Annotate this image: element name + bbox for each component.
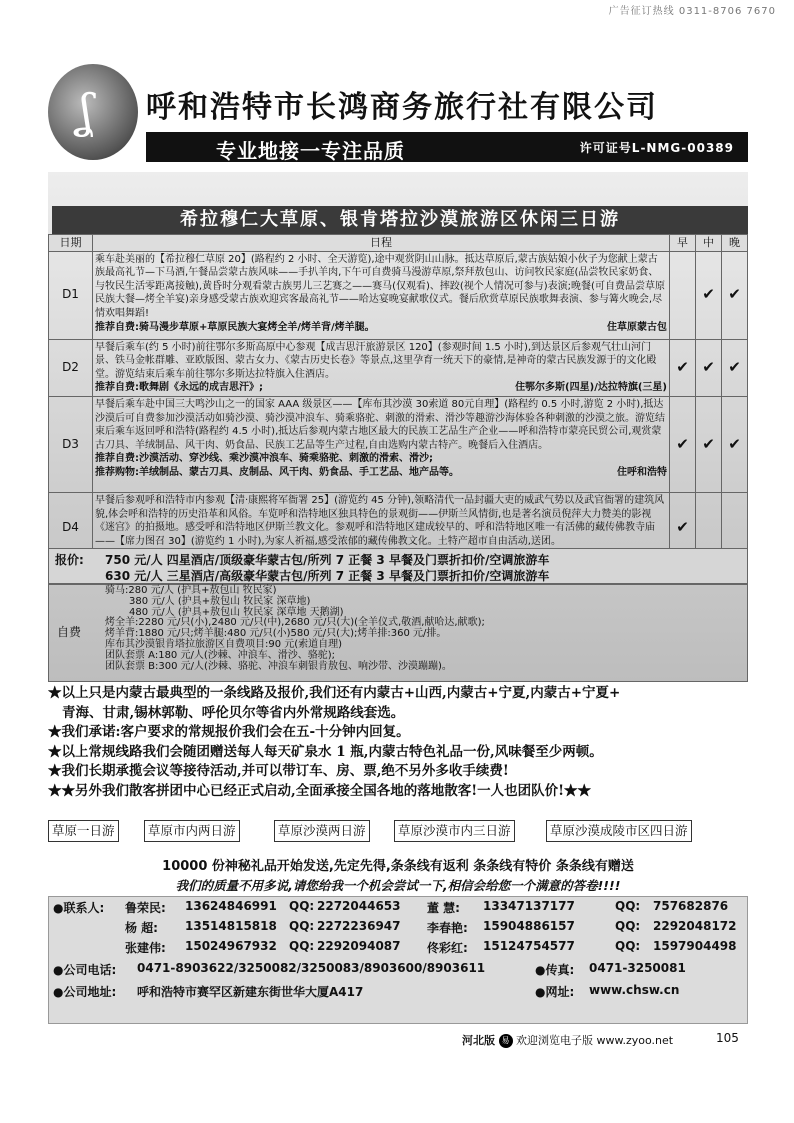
self-pay-list (105, 586, 485, 672)
list-item: 烤羊背:1880 元/只;烤羊腿:480 元/只(小)580 元/只(大);烤羊排:360 元/排。 (105, 628, 447, 640)
day-cell: D4 (49, 492, 93, 562)
phone-row: ●公司电话: 0471-8903622/3250082/3250083/8903600/8903611 ●传真: 0471-3250081 (53, 961, 686, 977)
route-list (48, 820, 748, 842)
checkmark-icon: ✔ (670, 396, 696, 492)
note-line: ★★另外我们散客拼团中心已经正式启动,全面承接全国各地的落地散客!一人也团队价!★★ (48, 782, 592, 799)
company-logo (48, 64, 138, 160)
shopping-text: 推荐购物:羊绒制品、蒙古刀具、皮制品、风干肉、奶食品、手工艺品、地产品等。 住呼和浩特 (95, 466, 667, 478)
recommend-text: 推荐自费:沙漠活动、穿沙线、乘沙漠冲浪车、骑乘骆驼、刺激的滑索、滑沙; (95, 453, 433, 465)
price-line-2: 630 元/人 三星酒店/高级豪华蒙古包/所列 7 正餐 3 早餐及门票折扣价/空调旅游车 (105, 569, 550, 583)
schedule-text: 乘车赴美丽的【希拉穆仁草原 20】(路程约 2 小时、全天游览),途中观赏阴山山脉。抵达草原后,蒙古族姑娘小伙子为您献上蒙古族最高礼节—下马酒,午餐品尝蒙古族风味——手扒羊肉,下午可自费骑马漫游草原,祭拜敖包山、访问牧民家庭(品尝牧民家奶食、与牧民生活零距离接触),黄昏时分观看蒙古族男儿三艺赛之——赛马(仅观看)、摔跤(视个人情况可参与)表演;晚餐(可自费品尝草原民族大餐—烤全羊宴)亲身感受蒙古族欢迎宾客最高礼节——哈达宴晚宴献歌仪式。餐后欣赏草原民族歌舞表演、参与篝火晚会,尽情欢唱舞蹈! (95, 253, 665, 319)
header (48, 64, 748, 163)
list-item: 480 元/人 (护具+敖包山 牧民家 深草地 天鹅湖) (129, 606, 344, 618)
list-item: 团队套票 A:180 元/人(沙棘、冲浪车、滑沙、骆驼); (105, 649, 336, 661)
stay-text: 住草原蒙古包 (607, 321, 667, 333)
col-lunch: 中 (696, 235, 722, 252)
note-line: ★我们承诺:客户要求的常规报价我们会在五-十分钟内回复。 (48, 724, 410, 741)
schedule-cell (93, 251, 670, 339)
schedule-text: 早餐后乘车赴中国三大鸣沙山之一的国家 AAA 级景区——【库布其沙漠 30索道 80元自理】(路程约 0.5 小时,游览 2 小时),抵达沙漠后可自费参加沙漠活动如骑沙漠、骑沙漠冲浪车、骑乘骆驼、刺激的滑索、滑沙等趣游沙海体验各种刺激的沙漠之旅。游览结束后乘车返回呼和浩特(路程约 4.5 小时),抵达后参观内蒙古地区最大的民族工艺品生产企业——呼和浩特市蒙亮民贸公司,观赏蒙古刀具、羊绒制品、风干肉、奶食品、民族工艺品等生产过程,自由选购内蒙古特产。晚餐后入住酒店。 (95, 398, 665, 451)
itinerary-table (48, 234, 748, 563)
company-address: 呼和浩特市赛罕区新建东街世华大厦A417 (137, 985, 364, 999)
promo-line-2: 我们的质量不用多说,请您给我一个机会尝试一下,相信会给您一个满意的答卷!!!! (175, 878, 621, 893)
day-cell: D2 (49, 339, 93, 396)
page-number: 105 (716, 1031, 739, 1045)
list-item: 库布其沙漠银肯塔拉旅游区自费项目:90 元(索道自理) (105, 638, 343, 650)
stay-text: 住呼和浩特 (617, 466, 667, 478)
notes (48, 684, 748, 802)
site-badge-icon: 易 (499, 1034, 513, 1048)
checkmark-icon: ✔ (696, 396, 722, 492)
price-line-1: 750 元/人 四星酒店/顶级豪华蒙古包/所列 7 正餐 3 早餐及门票折扣价/空调旅游车 (105, 553, 550, 567)
note-line: 青海、甘肃,锡林郭勒、呼伦贝尔等省内外常规路线套选。 (62, 704, 405, 721)
list-item: 380 元/人 (护具+敖包山 牧民家 深草地) (129, 595, 311, 607)
col-day: 日期 (49, 235, 93, 252)
price-label: 报价: (55, 553, 84, 567)
recommend-text: 推荐自费:骑马漫步草原+草原民族大宴烤全羊/烤羊背/烤羊腿。 住草原蒙古包 (95, 321, 667, 333)
table-row (49, 339, 748, 396)
checkmark-icon: ✔ (722, 339, 748, 396)
route-item: 草原一日游 (48, 820, 119, 842)
day-cell: D3 (49, 396, 93, 492)
checkmark-icon: ✔ (722, 251, 748, 339)
route-item: 草原沙漠市内三日游 (394, 820, 515, 842)
stay-text: 住鄂尔多斯(四星)/达拉特旗(三星) (515, 382, 667, 394)
schedule-text: 早餐后乘车(约 5 小时)前往鄂尔多斯高原中心参观【成吉思汗旅游景区 120】(参观时间 1.5 小时),到达景区后参观气壮山河门景、铁马金帐群雕、亚欧版图、蒙古女力、《蒙古历史长卷》等景点,这里孕育一统天下的豪情,是神奇的蒙古民族发源于的文化殿堂。游览结束后乘车前往鄂尔多斯达拉特旗入住酒店。 (95, 341, 657, 380)
top-hotline: 广告征订热线 0311-8706 7670 (608, 6, 776, 17)
company-website[interactable]: www.chsw.cn (589, 983, 680, 997)
checkmark-icon: ✔ (696, 251, 722, 339)
checkmark-icon: ✔ (670, 492, 696, 562)
contact-row: 张建伟: 15024967932 QQ: 2292094087 佟彩红: 15124754577 QQ: 1597904498 (125, 939, 737, 955)
license-number: 许可证号L-NMG-00389 (579, 141, 734, 155)
route-item: 草原沙漠成陵市区四日游 (546, 820, 692, 842)
list-item: 烤全羊:2280 元/只(小),2480 元/只(中),2680 元/只(大)(全羊仪式,敬酒,献哈达,献歌); (105, 617, 485, 629)
company-phone: 0471-8903622/3250082/3250083/8903600/8903611 (137, 961, 486, 975)
schedule-cell (93, 339, 670, 396)
checkmark-icon: ✔ (670, 339, 696, 396)
tour-title: 希拉穆仁大草原、银肯塔拉沙漠旅游区休闲三日游 (52, 206, 748, 234)
table-row (49, 396, 748, 492)
table-row (49, 251, 748, 339)
note-line: ★以上只是内蒙古最典型的一条线路及报价,我们还有内蒙古+山西,内蒙古+宁夏,内蒙古+宁夏+ (48, 685, 621, 701)
contact-box (48, 896, 748, 1024)
contact-label: ●联系人: (53, 901, 105, 915)
list-item: 团队套票 B:300 元/人(沙棘、骆驼、冲浪车刺银肯敖包、响沙带、沙漠蹦蹦)。 (105, 660, 452, 672)
checkmark-icon (670, 251, 696, 339)
contact-row: ●联系人: 鲁荣民: 13624846991 QQ: 2272044653 董 慧: 13347137177 QQ: 757682876 (53, 899, 729, 915)
list-item: 骑马:280 元/人 (护具+敖包山 牧民家) (105, 585, 277, 596)
footer: 河北版 易 欢迎浏览电子版 www.zyoo.net (462, 1034, 674, 1047)
self-pay-label: 自费 (57, 625, 82, 639)
checkmark-icon: ✔ (696, 339, 722, 396)
checkmark-icon: ✔ (722, 396, 748, 492)
stylized-swan-logo-icon: ʆ (78, 84, 93, 138)
table-header-row (49, 235, 748, 252)
company-fax: 0471-3250081 (589, 961, 686, 975)
price-row (48, 548, 748, 584)
schedule-cell (93, 396, 670, 492)
col-dinner: 晚 (722, 235, 748, 252)
note-line: ★以上常规线路我们会随团赠送每人每天矿泉水 1 瓶,内蒙古特色礼品一份,风味餐至少两顿。 (48, 743, 603, 760)
slogan-bar (146, 132, 748, 162)
day-cell: D1 (49, 251, 93, 339)
footer-text[interactable]: 欢迎浏览电子版 www.zyoo.net (516, 1034, 674, 1047)
schedule-text: 早餐后参观呼和浩特市内参观【清·康熙将军衙署 25】(游览约 45 分钟),领略清代一品封疆大吏的威武气势以及武官衙署的建筑风貌,体会呼和浩特的历史沿革和风俗。车览呼和浩特地区独具特色的景观街——伊斯兰风情街,也是著名演员倪萍大力赞美的影视《迷宫》的拍摄地。感受呼和浩特地区伊斯兰教文化。参观呼和浩特地区建成较早的、呼和浩特地区唯一有活佛的藏传佛教寺庙——【席力图召 30】(游览约 1 小时),为家人祈福,感受浓郁的藏传佛教文化。土特产超市自由活动,送团。 (95, 494, 665, 547)
route-item: 草原沙漠两日游 (274, 820, 370, 842)
col-schedule: 日程 (93, 235, 670, 252)
company-name: 呼和浩特市长鸿商务旅行社有限公司 (146, 90, 658, 125)
slogan: 专业地接一专注品质 (216, 139, 405, 163)
address-row: ●公司地址: 呼和浩特市赛罕区新建东街世华大厦A417 ●网址: www.chsw.cn (53, 983, 680, 999)
col-breakfast: 早 (670, 235, 696, 252)
self-pay-box (48, 584, 748, 682)
contact-row: 杨 超: 13514815818 QQ: 2272236947 李春艳: 15904886157 QQ: 2292048172 (125, 919, 737, 935)
recommend-text: 推荐自费:歌舞剧《永远的成吉思汗》; 住鄂尔多斯(四星)/达拉特旗(三星) (95, 382, 667, 394)
route-item: 草原市内两日游 (144, 820, 240, 842)
note-line: ★我们长期承揽会议等接待活动,并可以带订车、房、票,绝不另外多收手续费! (48, 763, 509, 780)
promo-line-1: 10000 份神秘礼品开始发送,先定先得,条条线有返利 条条线有特价 条条线有赠送 (162, 859, 634, 874)
